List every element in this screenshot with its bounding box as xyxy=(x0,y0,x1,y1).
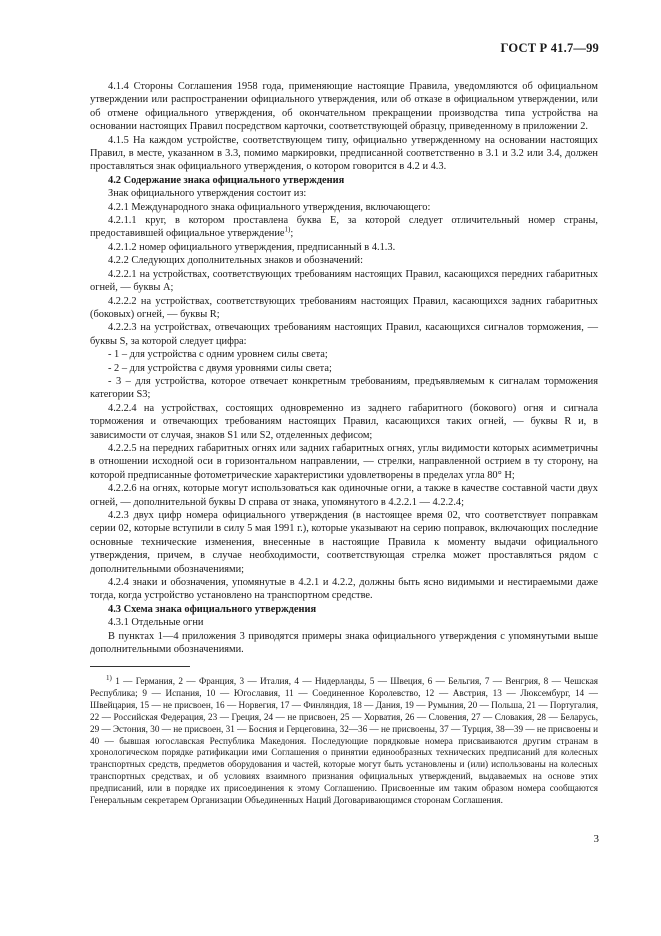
paragraph-4-2-2-2: 4.2.2.2 на устройствах, соответствующих требованиям настоящих Правил, касающихся задних габаритных (боковых) огней, — буквы R; xyxy=(90,295,598,320)
paragraph-4-2-2-5: 4.2.2.5 на передних габаритных огнях или задних габаритных огнях, углы видимости которых асимметричны в отношении исходной оси в горизонтальном направлении, — стрелки, направленной острием в ту сторону, на которой предписанные фотометрические характеристики удовлетворены в пределах угла 80° H; xyxy=(90,442,598,481)
paragraph-4-1-5: 4.1.5 На каждом устройстве, соответствующем типу, официально утвержденному на основании настоящих Правил, в месте, указанном в 3.3, помимо маркировки, предписанной соответственно в 3.1 и 3.2 или 3.4, должен проставляться знак официального утверждения, о котором говорится в 4.2 и 4.3. xyxy=(90,134,598,173)
paragraph-4-2-4: 4.2.4 знаки и обозначения, упомянутые в 4.2.1 и 4.2.2, должны быть ясно видимыми и нестираемыми даже тогда, когда устройство установлено на транспортном средстве. xyxy=(90,577,598,602)
list-item-1: - 1 – для устройства с одним уровнем силы света; xyxy=(108,349,328,361)
footnote-divider xyxy=(90,666,190,667)
footnote xyxy=(90,673,598,807)
paragraph-4-2-1-1: 4.2.1.1 круг, в котором проставлена буква Е, за которой следует отличительный номер страны, предоставившей официальное утверждение$^{1)}$; xyxy=(90,215,598,240)
paragraph-4-2-3: 4.2.3 двух цифр номера официального утверждения (в настоящее время 02, что соответствует поправкам серии 02, которые вступили в силу 5 мая 1991 г.), которые указывают на серию поправок, включающих последние основные технические изменения, внесенные в настоящие Правила к моменту выдачи официального утверждения, причем, в случае необходимости, соответствующая стрелка может проставляться рядом с дополнительными обозначениями; xyxy=(90,510,598,575)
list-item-3: - 3 – для устройства, которое отвечает конкретным требованиям, предъявляемым к сигналам торможения категории S3; xyxy=(90,375,598,401)
paragraph-intro: Знак официального утверждения состоит из: xyxy=(108,188,307,200)
paragraph-4-2-1: 4.2.1 Международного знака официального утверждения, включающего: xyxy=(108,201,431,213)
footnote-text: 1 — Германия, 2 — Франция, 3 — Италия, 4 — Нидерланды, 5 — Швеция, 6 — Бельгия, 7 — Венгрия, 8 — Чешская Республика; 9 — Испания, 10 — Югославия, 11 — Соединенное Королевство, 12 — Австрия, 13 — Люксембург, 14 — Швейцария, 15 — не присвоен, 16 — Норвегия, 17 — Финляндия, 18 — Дания, 19 — Румыния, 20 — Польша, 21 — Португалия, 22 — Российская Федерация, 23 — Греция, 24 — не присвоен, 25 — Хорватия, 26 — Словения, 27 — Словакия, 28 — Беларусь, 29 — Эстония, 30 — не присвоен, 31 — Босния и Герцеговина, 32—36 — не присвоены, 37 — Турция, 38—39 — не присвоены и 40 — бывшая югославская Республика Македония. Последующие порядковые номера присваиваются другим странам в хронологическом порядке ратификации ими Соглашения о принятии единообразных технических предписаний для колесных транспортных средств, предметов оборудования и частей, которые могут быть установлены и (или) использованы на колесных транспортных средствах, и об условиях взаимного признания официальных утверждений, выдаваемых на основе этих предписаний, или в порядке их присоединения к этому Соглашению. Присвоенные им таким образом номера сообщаются Генеральным секретарем Организации Объединенных Наций Договаривающимся сторонам Соглашения. xyxy=(90,676,598,806)
paragraph-4-2-1-1-text: 4.2.1.1 круг, в котором проставлена буква Е, за которой следует отличительный номер страны, предоставившей официальное утверждение xyxy=(90,215,598,240)
paragraph-4-2-2-6: 4.2.2.6 на огнях, которые могут использоваться как одиночные огни, а также в качестве составной части двух огней, — дополнительной буквы D справа от знака, упомянутого в 4.2.2.1 — 4.2.2.4; xyxy=(90,483,598,508)
footnote-ref: 1) xyxy=(284,226,291,234)
paragraph-4-2-2-3: 4.2.2.3 на устройствах, отвечающих требованиям настоящих Правил, касающихся сигналов торможения, — буквы S, за которой следует цифра: xyxy=(90,322,598,347)
paragraph-4-1-4: 4.1.4 Стороны Соглашения 1958 года, применяющие настоящие Правила, уведомляются об официальном утверждении или распространении официального утверждения, или об отказе в официальном утверждении, или об отмене официального утверждения, об окончательном прекращении производства типа устройства на основании настоящих Правил посредством карточки, соответствующей образцу, приведенному в приложении 2. xyxy=(90,81,598,133)
body-text xyxy=(90,80,598,656)
paragraph-4-2-2: 4.2.2 Следующих дополнительных знаков и обозначений: xyxy=(108,255,363,267)
paragraph-annex-ref: В пунктах 1—4 приложения 3 приводятся примеры знака официального утверждения с упомянутыми выше дополнительными обозначениями. xyxy=(90,630,598,656)
paragraph-4-3-1: 4.3.1 Отдельные огни xyxy=(108,617,204,629)
section-heading-4-3: 4.3 Схема знака официального утверждения xyxy=(108,603,317,615)
paragraph-4-2-2-4: 4.2.2.4 на устройствах, состоящих одновременно из заднего габаритного (бокового) огня и сигнала торможения и отвечающих требованиям настоящих Правил, касающихся таких огней, — буквы R и, в зависимости от случая, знаков S1 или S2, отделенных дефисом; xyxy=(90,402,598,441)
footnote-marker: 1) xyxy=(106,673,112,682)
doc-header-code: ГОСТ Р 41.7—99 xyxy=(500,41,599,55)
paragraph-4-2-2-1: 4.2.2.1 на устройствах, соответствующих требованиям настоящих Правил, касающихся передних габаритных огней, — буквы А; xyxy=(90,268,598,294)
page-number: 3 xyxy=(593,833,599,845)
footnote-paragraph xyxy=(90,673,598,807)
paragraph-4-2-1-2: 4.2.1.2 номер официального утверждения, предписанный в 4.1.3. xyxy=(108,241,396,253)
section-heading-4-2: 4.2 Содержание знака официального утверждения xyxy=(108,174,345,186)
list-item-2: - 2 – для устройства с двумя уровнями силы света; xyxy=(108,362,332,374)
